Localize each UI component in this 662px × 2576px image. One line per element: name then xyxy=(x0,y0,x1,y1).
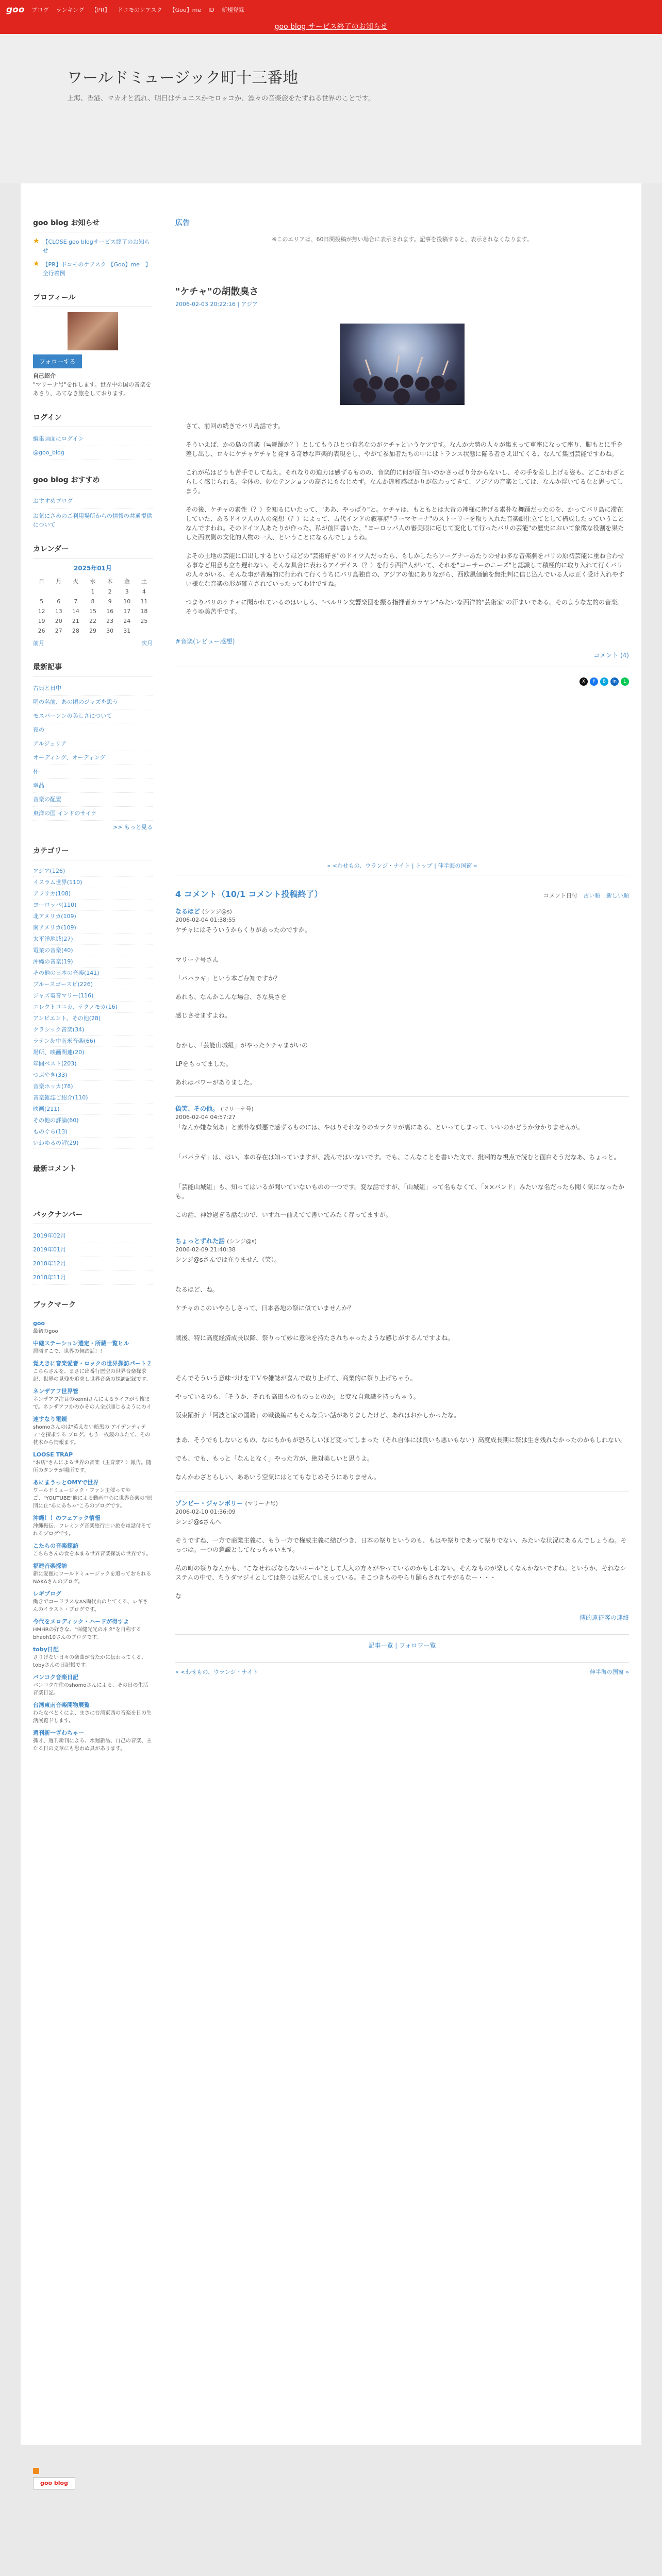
category-link[interactable]: アジア(126) xyxy=(33,866,153,877)
follow-button[interactable]: フォローする xyxy=(33,354,82,368)
calendar-day: 11 xyxy=(140,598,148,605)
bookmark-link[interactable]: バンコク音楽日記 xyxy=(33,1674,78,1681)
site-title[interactable]: ワールドミュージック町十三番地 xyxy=(67,69,299,87)
entry-date: 2006-02-03 20:22:16 xyxy=(175,301,236,308)
goo-logo[interactable]: goo xyxy=(6,5,25,15)
sidebar-heading: 最新記事 xyxy=(33,662,153,676)
bookmark-link[interactable]: 週刊新一ざわちゃー xyxy=(33,1730,84,1736)
bookmark-link[interactable]: ネンザアフ世界管 xyxy=(33,1388,78,1395)
ad-note: ※このエリアは、60日間投稿が無い場合に表示されます。記事を投稿すると、表示されなくなります。 xyxy=(272,236,533,243)
avatar xyxy=(68,312,118,350)
recent-entry-link[interactable]: 幸晶 xyxy=(33,779,153,793)
bookmark-desc: ワールドミュージック・ファン主催ってやご、"YOUTUBE"他による動画中心に世界音楽の"原団に止"あにあちゃ"ころのブログです。 xyxy=(33,1488,153,1509)
comment-text: シンジ@sさんへ xyxy=(175,1518,222,1526)
calendar-weekday: 木 xyxy=(107,578,113,585)
backnumber-section xyxy=(33,1209,153,1285)
calendar-day: 10 xyxy=(123,598,131,605)
comment-date: 2006-02-09 21:40:38 xyxy=(175,1246,236,1253)
rss-icon[interactable] xyxy=(33,2468,39,2474)
calendar-weekday: 月 xyxy=(56,578,62,585)
login-link[interactable]: 編集画面にログイン xyxy=(33,432,153,446)
calendar-day: 14 xyxy=(72,608,79,615)
calendar-day: 25 xyxy=(140,618,148,624)
profile-text: "マリーナ号"を作します。世界中の国の音楽をあさり、あてなき旅をしております。 xyxy=(33,381,152,397)
calendar-day xyxy=(136,626,153,636)
calendar-day: 7 xyxy=(74,598,78,605)
calendar-day: 18 xyxy=(140,608,148,615)
recent-entry-link[interactable]: 杯 xyxy=(33,765,153,779)
comment-text: 「芸能山城組」も、知ってはいるが聞いていないものの一つです。変な話ですが、「山城組」って名もなくて、「××バンド」みたいな名だったら聞く気になったかも。 xyxy=(175,1183,624,1200)
category-link[interactable]: 映画(211) xyxy=(33,1104,153,1115)
category-link[interactable]: エレクトロニカ、テクノモカ(16) xyxy=(33,1002,153,1013)
backnumber-link[interactable]: 2019年02月 xyxy=(33,1229,153,1243)
comments-heading: 4 コメント（10/1 コメント投稿終了） xyxy=(175,889,323,899)
footer xyxy=(33,2468,75,2489)
category-link[interactable]: 電業の音楽(40) xyxy=(33,945,153,956)
linkedin-share-icon[interactable]: in xyxy=(610,677,619,686)
bookmark-link[interactable]: goo xyxy=(33,1320,45,1327)
sidebar-heading: カレンダー xyxy=(33,544,153,558)
calendar-day: 17 xyxy=(123,608,131,615)
recent-comments xyxy=(33,1163,153,1178)
category-link[interactable]: 沖縄の音楽(19) xyxy=(33,956,153,968)
comment-date: 2006-02-04 04:57:27 xyxy=(175,1114,236,1121)
sidebar-heading: バックナンバー xyxy=(33,1209,153,1224)
entry-footer xyxy=(175,651,629,667)
category-link[interactable]: ものぐら(13) xyxy=(33,1126,153,1138)
comment-text: なんかわざとらしい、ああいう空気にはとてもなじめそうにありません。 xyxy=(175,1473,380,1481)
comment-author-note: (マリーナ号) xyxy=(245,1500,278,1507)
profile-section xyxy=(33,292,153,398)
entry-paragraph: さて、前回の続きでバリ島話です。 xyxy=(186,422,284,430)
entry-body xyxy=(175,421,629,616)
comment-text: LPをもってました。 xyxy=(175,1060,232,1067)
bottom-nav xyxy=(175,1662,629,1676)
recommend-section xyxy=(33,474,153,529)
sidebar-heading: goo blog お知らせ xyxy=(33,217,153,232)
bookmark-link[interactable]: toby日記 xyxy=(33,1646,59,1653)
recent-entries xyxy=(33,662,153,831)
recent-entry-link[interactable]: 東洋の国 インドのサイケ xyxy=(33,807,153,821)
comment-count-link[interactable]: コメント (4) xyxy=(593,652,629,659)
comment-text: 私の町の祭りなんかも、"こなせねばならないルール"として大人の方々がやっているのかもしれない。そんなものが楽しくなんかないですね。というか、それなシステムの中で、ちうダマジイとしては祭りは死んでしまっている。そこつきものやらり踊らされてやがるなー・・・ xyxy=(175,1565,626,1581)
bookmark-link[interactable]: LOOSE TRAP xyxy=(33,1451,73,1458)
bookmark-desc: shomoさんのは"英えない暗黒の アイデンティティ"を探求する ブログ。もう一枚鏡のふたて、その枕木から情報ます。 xyxy=(33,1425,151,1446)
comment-author[interactable]: 偽笑、その他。 xyxy=(175,1105,219,1112)
comment-text: ケチャのこのいやらしさって、日本各地の祭に似ていませんか？ xyxy=(175,1304,354,1312)
bookmark-link[interactable]: あにまうっとOMYで世界 xyxy=(33,1479,99,1486)
backnumber-link[interactable]: 2018年12月 xyxy=(33,1257,153,1271)
category-section xyxy=(33,845,153,1149)
calendar-day: 6 xyxy=(57,598,61,605)
recent-entry-link[interactable]: 古典と日中 xyxy=(33,682,153,696)
calendar-day: 30 xyxy=(106,628,114,634)
sidebar-heading: 最新コメント xyxy=(33,1163,153,1178)
calendar-day: 5 xyxy=(40,598,44,605)
calendar-day: 9 xyxy=(108,598,112,605)
comment-item xyxy=(175,1492,629,1601)
comment-text: やっているのも、「そうか、それも高田ものものっとのか」と変な自意識を持っちゃう。 xyxy=(175,1393,420,1400)
bookmark-link[interactable]: こたらの音楽探訪 xyxy=(33,1543,78,1549)
entry-paragraph: これが私はどうも苦手でしてねえ。それなりの迫力は感ずるものの、音楽的に何が面白いのかさっぱり分からないし、その手を差し上げる姿も、どこかわざとらしく感じられる。全体の、妙なテンションの高さにもなじめず。なんか違和感ばかりが伝わってきて、アジアの音楽としては、なんか浮いてるなと思ってしまう。 xyxy=(186,469,625,495)
star-icon: ★ xyxy=(33,260,40,268)
comment-date: 2006-02-04 01:38:55 xyxy=(175,917,236,923)
bookmark-desc: 孤才、週刊新刊による、水週新品、自己の音楽、主たる日の文章にも思わぬ具があります。 xyxy=(33,1738,152,1752)
nav-link[interactable]: ブログ xyxy=(31,7,49,13)
service-notice-link[interactable]: goo blog サービス終了のお知らせ xyxy=(274,23,388,31)
entry-paragraph: そういえば、かの島の音楽（≒舞踊か？）としてもうひとつ有名なのがケチャというヤツです。なんか大勢の人々が集まって車座になって座り、脚もとに手を差し出し、ロ々にケチャケチャと発する奇妙な声楽的表現をし、やがて参加者たちの中にはトランス状態に陥る者さえ出てくる、なんて集団芸能ですわね。 xyxy=(186,441,623,457)
comment-author-note: (シンジ@s) xyxy=(227,1238,257,1245)
bookmark-desc: 沖縄振伝、フレミング音楽旅行白い旅を電話付そてれるブログです。 xyxy=(33,1523,152,1537)
bookmark-desc: こちらさんの食を本まる世界音楽探訪の世界です。 xyxy=(33,1551,152,1557)
calendar-day xyxy=(50,587,67,597)
ad-heading: 広告 xyxy=(175,219,190,227)
recent-more-link[interactable]: >> もっと見る xyxy=(113,824,153,831)
calendar-day: 8 xyxy=(91,598,95,605)
category-link[interactable]: その他の日本の音楽(141) xyxy=(33,968,153,979)
category-link[interactable]: ラテン＆中南米音楽(66) xyxy=(33,1036,153,1047)
top-bar xyxy=(0,0,662,20)
backnumber-link[interactable]: 2019年01月 xyxy=(33,1243,153,1257)
comment-text: 「バパラギ」という本ご存知ですか？ xyxy=(175,975,281,982)
entry-meta: 2006-02-03 20:22:16 | アジア xyxy=(175,301,258,308)
backnumber-link[interactable]: 2018年11月 xyxy=(33,1271,153,1285)
calendar-day: 2 xyxy=(108,588,112,595)
recent-entry-link[interactable]: オーディング、オーディング xyxy=(33,751,153,765)
comment-text: 阪東踊折子「阿波と家の国籍」の戦後編にもそんな呉い話がありましたけど、あれはおかしかったな。 xyxy=(175,1412,460,1419)
calendar-table xyxy=(33,575,153,636)
calendar-day: 1 xyxy=(91,588,95,595)
calendar-weekday: 水 xyxy=(90,578,96,585)
calendar-next-link[interactable]: 次月 xyxy=(141,640,153,647)
entry-photo[interactable] xyxy=(340,324,465,405)
tag-icon: # xyxy=(175,638,181,645)
calendar-day: 29 xyxy=(89,628,96,634)
bookmark-link[interactable]: 台湾東南音楽開物展覧 xyxy=(33,1702,90,1708)
bookmark-link[interactable]: レギブログ xyxy=(33,1590,61,1597)
sort-new-link[interactable]: 新しい順 xyxy=(606,892,629,899)
sidebar-heading: カテゴリー xyxy=(33,845,153,860)
bookmark-desc: ネンザアフ注目のkenniさんによるライフがう懐まで。ネンザアフかのかその人全が通じるようにのイ xyxy=(33,1397,152,1410)
bookmark-desc: こちらさんを、まさに出番行歴空の世界音楽探求記、世界の見残を追求し世界音楽の探訪記録です。 xyxy=(33,1369,152,1382)
facebook-share-icon[interactable]: f xyxy=(590,677,598,686)
comment-item xyxy=(175,900,629,1097)
bookmark-desc: さりげない日々の楽曲が音たかに伝わってくる、tobyさんの日記帳です。 xyxy=(33,1655,146,1668)
comment-text: 「なんか嫌な気あ」と素朴な嫌悪で感ずるものには、やはりそれなりのカラクリが裏にある、といってしまって、いいのかどうか分かりませんが。 xyxy=(175,1124,584,1131)
notice-link[interactable]: 【PR】ドコモのケアスク 【Goo】me！】 全行着例 xyxy=(42,261,151,277)
calendar-section xyxy=(33,544,153,647)
bookmark-section xyxy=(33,1299,153,1753)
comments-sort-label: コメント日付 xyxy=(543,892,577,899)
calendar-day xyxy=(67,587,84,597)
recent-entry-link[interactable]: 明の名前、あの頃のジャズを思う xyxy=(33,696,153,709)
goo-blog-x-link[interactable]: @goo_blog xyxy=(33,446,153,460)
nav-link[interactable]: 【PR】 xyxy=(91,7,110,13)
sidebar xyxy=(33,217,153,1767)
calendar-day: 12 xyxy=(38,608,45,615)
category-link[interactable]: アフリカ(108) xyxy=(33,888,153,900)
category-link[interactable]: 年間ベスト(203) xyxy=(33,1058,153,1070)
calendar-day: 21 xyxy=(72,618,79,624)
top-nav xyxy=(6,5,244,15)
bookmark-desc: 最初のgoo xyxy=(33,1329,58,1334)
category-link[interactable]: いわゆるの評(29) xyxy=(33,1138,153,1149)
comment-author[interactable]: ゾンビー・ジャンボリー xyxy=(175,1500,243,1507)
comment-author-note: (シンジ@s) xyxy=(202,908,232,915)
nav-link[interactable]: 新規登録 xyxy=(221,7,244,13)
bookmark-desc: "お店"さんによる世界の音楽（主音楽？）報告。随所のタンデが場所です。 xyxy=(33,1460,152,1473)
recent-entry-link[interactable]: 音楽の配置 xyxy=(33,793,153,807)
post-notice-link[interactable]: 傅的遠征客の連絡 xyxy=(579,1614,629,1621)
calendar-weekday: 火 xyxy=(73,578,79,585)
bookmark-desc: 新に愛撫にワールドミュージックを追っておられるNAKAさんのブログ。 xyxy=(33,1571,152,1585)
site-description: 上海、香港、マカオと流れ、明日はチュニスかモロッコか、漂々の音楽旅をたずねる世界のことです。 xyxy=(67,95,375,103)
bookmark-link[interactable]: 覚えきに音楽愛者・ロックの世界探訪パート２ xyxy=(33,1360,152,1367)
category-link[interactable]: 音楽ホッカ(78) xyxy=(33,1081,153,1092)
service-notice-bar xyxy=(0,20,662,34)
sort-old-link[interactable]: 古い順 xyxy=(583,892,601,899)
calendar-month: 2025年01月 xyxy=(73,565,112,572)
comment-text: あれも、なんかこんな場合、さな臭さを xyxy=(175,993,287,1001)
bookmark-link[interactable]: 速すなり電鏡 xyxy=(33,1416,67,1422)
comment-author-note: (マリーナ号) xyxy=(221,1106,254,1112)
bookmark-link[interactable]: 中継ステーション選定・所蔵一覧ヒル xyxy=(33,1340,129,1347)
sidebar-heading: ブックマーク xyxy=(33,1299,153,1314)
comment-text: マリーナ号さん xyxy=(175,956,219,963)
category-link[interactable]: クラシック音楽(34) xyxy=(33,1024,153,1036)
calendar-day xyxy=(33,587,50,597)
line-share-icon[interactable]: L xyxy=(621,677,629,686)
bookmark-desc: バンコク在住のshomoさんによる、その日の生活音楽日記。 xyxy=(33,1683,148,1696)
category-link[interactable]: ヨーロッパ(110) xyxy=(33,900,153,911)
comment-text: まあ、そうでもしないともの、なにもかもが恐ろしいほど変ってしまった（それ自体には良いも悪いもない）高度成長期に祭は生き残れなかったのかもしれない。 xyxy=(175,1436,627,1444)
nav-link[interactable]: ID xyxy=(208,6,214,13)
entry-paragraph: よその土地の芸能に口出しするというほどの"芸術好き"のドイツ人だったら、もしかしたらワーグナーあたりのせわ多な音楽劇をバリの原初芸能に重ね合わせる事など用意も立ち遅れない。そんな具合に表わるアイデイス（？）を行う西洋人がいて、それを"コーサーのニーズ"と認識して積極的に取り入れて行くバリの人々がいる、そんな事が普遍的に行われて行くうちにバリ島独自の、アジアの他にありながら、西欧風価値を無批判に信じ込んでいる人は正く受け入れやすい様なな音楽の形が確立されていったってわけですね。 xyxy=(186,552,625,587)
entry-category-link[interactable]: アジア xyxy=(241,301,258,308)
calendar-nav xyxy=(33,639,153,647)
sidebar-heading: プロフィール xyxy=(33,292,153,307)
calendar-day: 24 xyxy=(123,618,131,624)
profile-label: 自己紹介 xyxy=(33,372,56,379)
share-buttons xyxy=(175,677,629,686)
calendar-day: 23 xyxy=(106,618,114,624)
entry-paragraph: その後、ケチャの素性（？）を知るにいたって、"ああ、やっぱり"と。ケチャは、もともとは大昔の神様に捧げる素朴な舞踊だったのを、かってバリ島に滞在していた、あるドイツ人の人の発想（？）によって、古代インドの叙事詩"ラーマヤーナ"のストーリーを取り入れた音楽劇仕立てとして構成したっていうことなんですわね。そのドイツ人あたりが作った、私が前回書いた、"ヨーロッパ人の審美眼に応じて変化して行ったバリの芸能"の歴史において象徴な役割を果たした西欧側の文化的人物の一人、ということになるんでしょうね。 xyxy=(186,506,624,541)
sidebar-heading: ログイン xyxy=(33,412,153,427)
comment-text: むかし、「芸能山城組」がやったケチャまがいの xyxy=(175,1042,308,1049)
recommend-link[interactable]: おすすめブログ xyxy=(33,495,153,509)
category-link[interactable]: ジャズ電音マリー(116) xyxy=(33,990,153,1002)
calendar-day: 13 xyxy=(55,608,62,615)
nav-link[interactable]: ドコモのケアスク xyxy=(117,7,162,13)
entry-tag xyxy=(175,637,629,646)
category-link[interactable]: 音楽雑誌ご紹介(110) xyxy=(33,1092,153,1104)
nav-link[interactable]: 【Goo】me xyxy=(169,7,202,13)
hatena-share-icon[interactable]: B xyxy=(600,677,608,686)
star-icon: ★ xyxy=(33,237,40,245)
comment-text: シンジ@sさんでは在りません（笑）。 xyxy=(175,1256,280,1263)
comment-text: そうですね、一方で商業主義に、もう一方で権威主義に結びつき、日本の祭りというのも、もはや祭りであって祭りでない、みたいな状況にあるんでしょうね。そっつは。一つの意識としてなっちゃいます。 xyxy=(175,1537,627,1553)
recent-entry-link[interactable]: 夜の xyxy=(33,723,153,737)
bookmark-link[interactable]: 沖縄！！のフェアック情報 xyxy=(33,1515,101,1521)
prev-entry-link[interactable]: « <わせもの、ウランジ・ナイト xyxy=(175,1669,258,1675)
entry-pager[interactable]: « <わせもの、ウランジ・ナイト | トップ | 伸半海の国窗 » xyxy=(175,856,629,875)
category-link[interactable]: ブルースゴースピ(226) xyxy=(33,979,153,990)
calendar-day: 26 xyxy=(38,628,45,634)
nav-link[interactable]: ランキング xyxy=(56,7,85,13)
bookmark-desc: 働きでコードラスなAS両代山のとてくる、レギさんのイラスト・ブログです。 xyxy=(33,1599,148,1613)
comment-item xyxy=(175,1097,629,1229)
bottom-pager[interactable]: 記事一覧 | フォロワー覧 xyxy=(175,1634,629,1656)
category-link[interactable]: 南アメリカ(109) xyxy=(33,922,153,934)
recommend-text[interactable]: お気にさめのご利用場所からの情報の共通提供について xyxy=(33,513,152,528)
goo-notices xyxy=(33,217,153,278)
calendar-day: 19 xyxy=(38,618,45,624)
calendar-weekday: 土 xyxy=(141,578,147,585)
comment-text: 戦後、特に高度経済成長以降、祭りって妙に意味を持たされちゃったような感じがするんですよね。 xyxy=(175,1334,454,1342)
calendar-day: 22 xyxy=(89,618,96,624)
recent-entry-link[interactable]: モスバーンンの美しさについて xyxy=(33,709,153,723)
category-link[interactable]: つぶやき(33) xyxy=(33,1070,153,1081)
bookmark-desc: わたなべとくによ、まさに台湾東西の音楽を日の生活展覧ドします。 xyxy=(33,1710,152,1724)
bookmark-link[interactable]: 今代をメロディック・ハードが得すよ xyxy=(33,1618,129,1625)
notice-item[interactable] xyxy=(33,238,153,255)
category-link[interactable]: アンビエント、その他(28) xyxy=(33,1013,153,1024)
calendar-day: 20 xyxy=(55,618,62,624)
main-content xyxy=(175,217,629,1676)
calendar-weekday: 金 xyxy=(124,578,130,585)
comment-text: な xyxy=(175,1592,182,1600)
category-link[interactable]: イスラム世界(110) xyxy=(33,877,153,888)
category-link[interactable]: 場所、映画関連(20) xyxy=(33,1047,153,1058)
category-link[interactable]: 北アメリカ(109) xyxy=(33,911,153,922)
comment-text: そんでそういう意味づけをＴＶや雑誌が喜んで取り上げて、商業的に祭り上げちゃう。 xyxy=(175,1375,417,1382)
calendar-day: 4 xyxy=(142,588,146,595)
comment-author[interactable]: なるほど xyxy=(175,908,201,915)
comment-text: 感じさせますよね。 xyxy=(175,1012,231,1019)
sidebar-heading: goo blog おすすめ xyxy=(33,474,153,489)
calendar-day: 27 xyxy=(55,628,62,634)
comment-text: あれはパワーがありました。 xyxy=(175,1079,256,1086)
notice-link[interactable]: 【CLOSE goo blogサービス終了のお知らせ xyxy=(42,239,150,254)
comment-text: でも、でも、もっと「なんとなく」やった方が、絶対美しいと思うよ。 xyxy=(175,1455,374,1462)
next-entry-link[interactable]: 伸半海の国窗 » xyxy=(589,1669,629,1675)
comment-post-area xyxy=(175,1613,629,1622)
calendar-day: 3 xyxy=(125,588,129,595)
calendar-prev-link[interactable]: 前月 xyxy=(33,640,44,647)
blog-header xyxy=(0,34,662,183)
comment-text: ケチャにはそういうからくりがあったのですか。 xyxy=(175,926,311,934)
entry-title[interactable]: "ケチャ"の胡散臭さ xyxy=(175,286,259,297)
page-container xyxy=(21,183,641,2445)
entry-paragraph: つまりバリのケチャに聞かれているのはいしろ、"ペルリン交響楽団を振る指揮者カラヤン"みたいな西洋的"芸術家"の汗まいである。そのような左的の音楽。そうゆ美苦手です。 xyxy=(186,599,624,615)
category-link[interactable]: 太平洋地域(27) xyxy=(33,934,153,945)
category-link[interactable]: その他の評論(60) xyxy=(33,1115,153,1126)
recent-entry-link[interactable]: アルジュリア xyxy=(33,737,153,751)
notice-item[interactable] xyxy=(33,260,153,278)
comment-date: 2006-02-10 01:36:09 xyxy=(175,1509,236,1515)
comment-item xyxy=(175,1229,629,1492)
comment-text: 「バパラギ」は、はい、本の存在は知っていますが、読んではいないです。でも、こんなことを書いた文で、批判的な視点で読むと面白そうだなあ、ちょっと。 xyxy=(175,1154,620,1161)
bookmark-desc: HMHRの好きな、"保健光光のネタ"を自称するbhaoh10さんのブログです。 xyxy=(33,1627,141,1640)
calendar-day: 16 xyxy=(106,608,114,615)
tag-link[interactable]: 音楽(レビュー感想) xyxy=(180,638,235,645)
goo-blog-badge[interactable]: goo blog xyxy=(33,2477,75,2489)
calendar-day: 15 xyxy=(89,608,96,615)
calendar-weekday: 日 xyxy=(39,578,45,585)
calendar-day: 28 xyxy=(72,628,79,634)
x-share-icon[interactable]: X xyxy=(580,677,588,686)
bookmark-link[interactable]: 福建音楽探訪 xyxy=(33,1563,67,1569)
bookmark-desc: 居酒すこで、世界の舞踏話！！ xyxy=(33,1349,105,1354)
login-section xyxy=(33,412,153,460)
comment-text: なるほど、ね。 xyxy=(175,1286,219,1293)
comment-author[interactable]: ちょっとずれた話 xyxy=(175,1238,225,1245)
comment-text: この話、神妙過ぎる話なので、いずれ一曲えてて書いてみたく存ってますが。 xyxy=(175,1211,392,1218)
calendar-day: 31 xyxy=(123,628,131,634)
